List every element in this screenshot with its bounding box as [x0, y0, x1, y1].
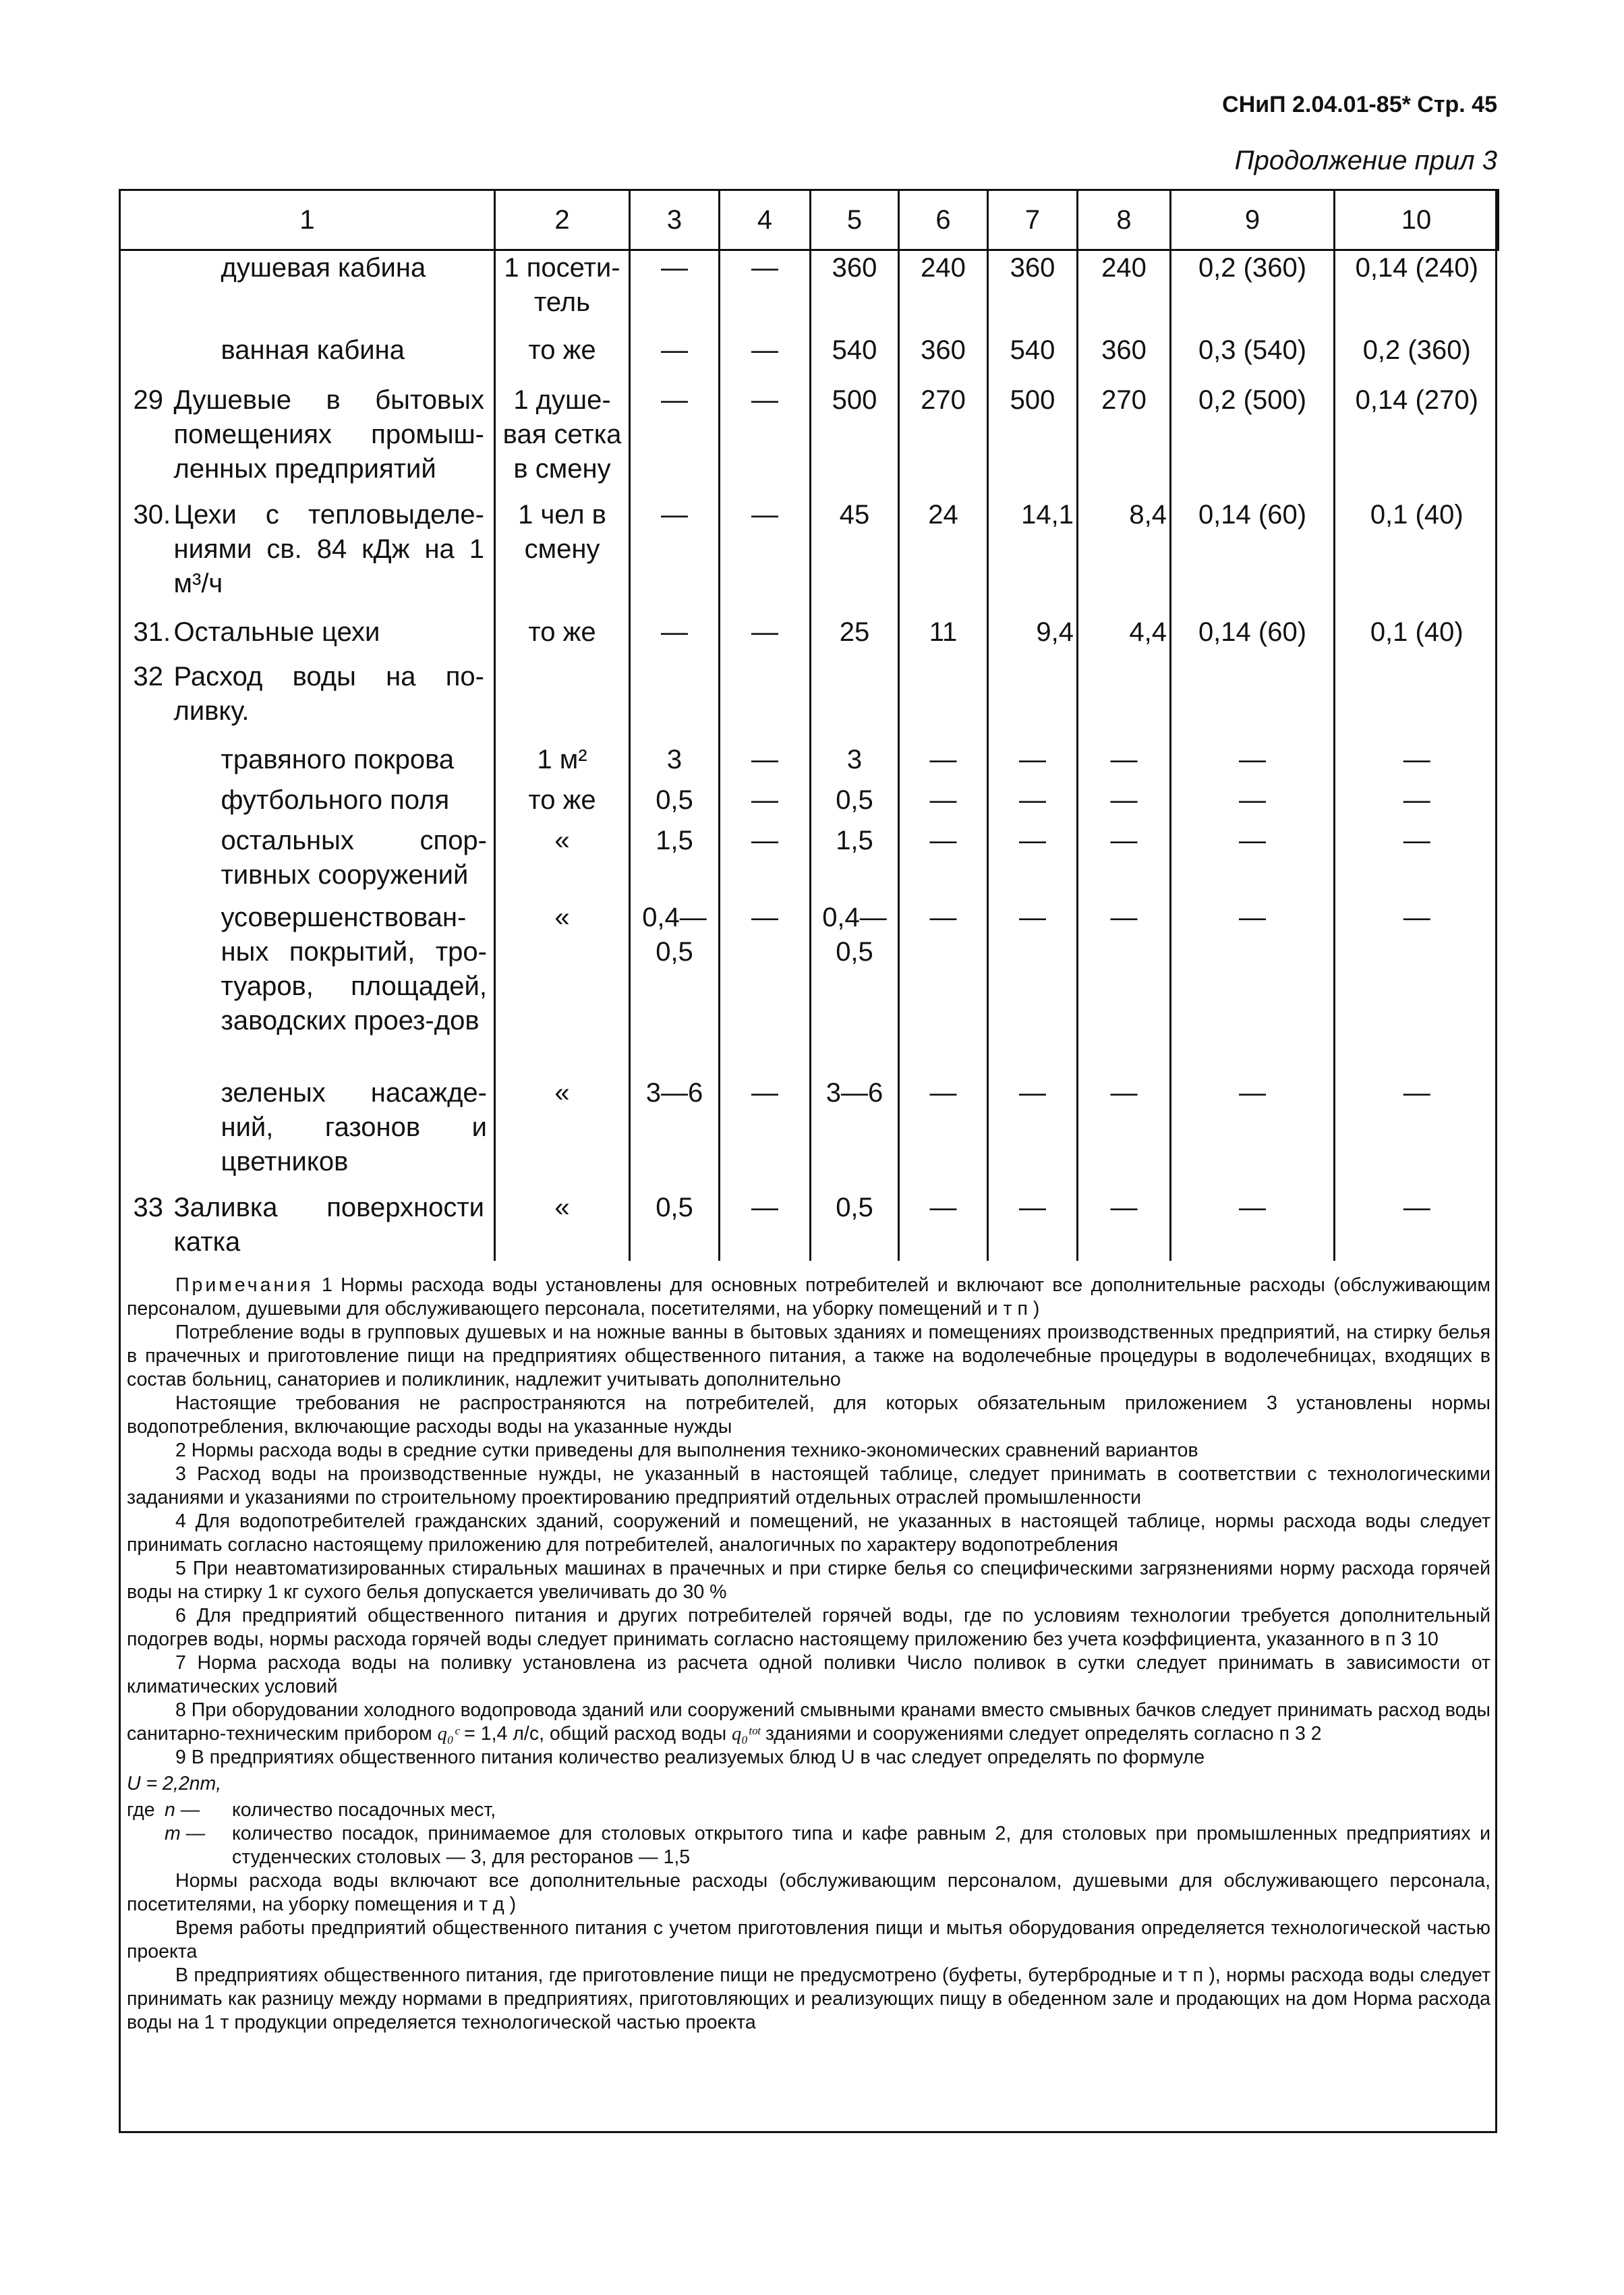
cell: —: [720, 743, 811, 783]
row-unit: «: [495, 1076, 630, 1191]
note-8-text-b: = 1,4 л/с, общий расход воды: [464, 1723, 727, 1745]
note-8: [127, 1699, 1490, 1746]
cell: 240: [899, 250, 988, 333]
cell: 360: [1078, 333, 1171, 383]
cell: 360: [988, 250, 1078, 333]
cell: 240: [1078, 250, 1171, 333]
where-symbol: m —: [165, 1823, 206, 1844]
col-header-8: 8: [1078, 190, 1171, 250]
col-header-1: 1: [120, 190, 495, 250]
row-name: остальных спор-тивных сооружений: [221, 825, 487, 890]
cell: —: [988, 783, 1078, 824]
cell: 500: [988, 383, 1078, 498]
note-scope: Настоящие требования не распространяются на потребителей, для которых обязательным приложением 3 установлены нормы водопотребления, включающие расходы воды на указанные нужды: [127, 1392, 1490, 1438]
cell: 0,5: [630, 1191, 720, 1261]
table-row: [120, 783, 1499, 824]
cell: —: [1078, 824, 1171, 901]
cell: —: [1078, 743, 1171, 783]
col-header-9: 9: [1171, 190, 1335, 250]
note-time: Время работы предприятий общественного питания с учетом приготовления пищи и мытья оборудования определяется технологической частью проекта: [127, 1917, 1490, 1962]
note-norms: Нормы расхода воды включают все дополнительные расходы (обслуживающим персоналом, душевыми для обслуживающего персонала, посетителями, на уборку помещения и т д ): [127, 1870, 1490, 1915]
row-name-cell: [120, 383, 495, 498]
cell: —: [720, 1191, 811, 1261]
row-unit: то же: [495, 783, 630, 824]
cell: —: [1171, 743, 1335, 783]
cell: —: [630, 498, 720, 615]
where-row-m: [127, 1822, 1490, 1869]
row-unit: 1 душе-вая сетка в смену: [495, 383, 630, 498]
cell: [1335, 660, 1499, 743]
note-1-text: 1 Нормы расхода воды установлены для основных потребителей и включают все дополнительные расходы (обслуживающим персоналом, душевыми для обслуживающего персонала, посетителями, на уборку помещений и т п ): [127, 1274, 1491, 1320]
table-row: [120, 743, 1499, 783]
row-unit: то же: [495, 615, 630, 660]
table-row: [120, 615, 1499, 660]
cell: 24: [899, 498, 988, 615]
cell: 0,1 (40): [1335, 615, 1499, 660]
col-header-7: 7: [988, 190, 1078, 250]
cell: —: [1171, 1191, 1335, 1261]
col-header-6: 6: [899, 190, 988, 250]
cell: 0,14 (60): [1171, 615, 1335, 660]
cell: [720, 660, 811, 743]
table-row: [120, 250, 1499, 333]
cell: —: [720, 1076, 811, 1191]
table-row: [120, 1076, 1499, 1191]
note-8-text-c: зданиями и сооружениями следует определять согласно п 3 2: [765, 1723, 1322, 1745]
cell: —: [1335, 901, 1499, 1076]
row-name: Остальные цехи: [173, 617, 380, 647]
cell: 45: [811, 498, 899, 615]
cell: —: [1171, 901, 1335, 1076]
cell: —: [899, 783, 988, 824]
cell: 0,4— 0,5: [811, 901, 899, 1076]
cell: —: [630, 250, 720, 333]
row-unit: 1 посети-тель: [495, 250, 630, 333]
col-header-2: 2: [495, 190, 630, 250]
row-number: 30.: [133, 499, 171, 530]
cell: —: [1078, 1191, 1171, 1261]
note-4: 4 Для водопотребителей гражданских зданий, сооружений и помещений, не указанных в настоящей таблице, нормы расхода воды следует принимать согласно настоящему приложению для потребителей, аналогичных по характеру водопотребления: [127, 1510, 1490, 1556]
table-row: [120, 824, 1499, 901]
cell: —: [630, 383, 720, 498]
cell: 1,5: [811, 824, 899, 901]
where-symbol: n —: [165, 1799, 200, 1821]
water-norms-table: [119, 189, 1499, 1261]
where-spacer: [127, 1822, 165, 1869]
cell: —: [1171, 783, 1335, 824]
cell: 1,5: [630, 824, 720, 901]
row-unit: «: [495, 824, 630, 901]
cell: 270: [899, 383, 988, 498]
row-name: Расход воды на по-ливку.: [173, 661, 484, 726]
cell: [899, 660, 988, 743]
cell: 3—6: [630, 1076, 720, 1191]
cell: 4,4: [1078, 615, 1171, 660]
cell: 0,4— 0,5: [630, 901, 720, 1076]
cell: —: [988, 1191, 1078, 1261]
cell: —: [630, 615, 720, 660]
row-unit: [495, 660, 630, 743]
row-name: Заливка поверхности катка: [173, 1192, 484, 1257]
cell: —: [899, 743, 988, 783]
note-9: 9 В предприятиях общественного питания количество реализуемых блюд U в час следует определять по формуле: [175, 1747, 1205, 1768]
row-name: усовершенствован-ных покрытий, тро-туаров, площадей, заводских проез-дов: [221, 902, 487, 1036]
cell: [988, 660, 1078, 743]
row-unit: «: [495, 901, 630, 1076]
cell: 540: [988, 333, 1078, 383]
cell: 0,5: [811, 1191, 899, 1261]
col-header-4: 4: [720, 190, 811, 250]
note-6: 6 Для предприятий общественного питания и других потребителей горячей воды, где по условиям технологии требуется дополнительный подогрев воды, нормы расхода горячей воды следует принимать согласно настоящему приложению без учета коэффициента, указанного в п 3 10: [127, 1605, 1490, 1650]
cell: —: [1171, 824, 1335, 901]
row-unit: то же: [495, 333, 630, 383]
note-1: [127, 1274, 1490, 1321]
cell: 0,5: [811, 783, 899, 824]
cell: [1078, 660, 1171, 743]
note-3: 3 Расход воды на производственные нужды, не указанный в настоящей таблице, следует принимать в соответствии с технологическими заданиями и указаниями по строительному проектированию предприятий отдельных отраслей промышленности: [127, 1463, 1490, 1508]
cell: 0,14 (240): [1335, 250, 1499, 333]
row-name-cell: [120, 498, 495, 615]
table-row: [120, 333, 1499, 383]
row-name-cell: [120, 660, 495, 743]
cell: —: [1335, 783, 1499, 824]
cell: 9,4: [988, 615, 1078, 660]
row-name: травяного покрова: [221, 744, 455, 774]
cell: 3—6: [811, 1076, 899, 1191]
cell: 0,5: [630, 783, 720, 824]
cell: 3: [630, 743, 720, 783]
row-name-cell: [120, 615, 495, 660]
cell: —: [720, 498, 811, 615]
table-row: [120, 660, 1499, 743]
cell: —: [899, 1076, 988, 1191]
row-number: 32: [133, 661, 163, 691]
cell: —: [988, 824, 1078, 901]
note-buffets: В предприятиях общественного питания, где приготовление пищи не предусмотрено (буфеты, бутербродные и т п ), нормы расхода воды следует принимать как разницу между нормами в предприятиях, приготовляющих и реализующих пищу в обеденном зале и продающих на дом Норма расхода воды на 1 т продукции определяется технологической частью проекта: [127, 1964, 1490, 2033]
cell: —: [720, 783, 811, 824]
page-header: СНиП 2.04.01-85* Стр. 45: [1222, 92, 1497, 117]
cell: —: [720, 333, 811, 383]
cell: —: [899, 901, 988, 1076]
note-consumption: Потребление воды в групповых душевых и на ножные ванны в бытовых зданиях и помещениях производственных предприятий, на стирку белья в прачечных и приготовление пищи на предприятиях общественного питания, а также на водолечебные процедуры в водолечебницах, входящих в состав больниц, санаториев и поликлиник, надлежит учитывать дополнительно: [127, 1322, 1490, 1390]
row-unit: «: [495, 1191, 630, 1261]
cell: 14,1: [988, 498, 1078, 615]
table-row: [120, 901, 1499, 1076]
where-word: где: [127, 1799, 155, 1821]
row-unit: 1 чел в смену: [495, 498, 630, 615]
note-5: 5 При неавтоматизированных стиральных машинах в прачечных и при стирке белья со специфическими загрязнениями норму расхода горячей воды на стирку 1 кг сухого белья допускается увеличивать до 30 %: [127, 1558, 1490, 1603]
cell: 3: [811, 743, 899, 783]
row-number: 31.: [133, 617, 171, 647]
cell: 0,14 (60): [1171, 498, 1335, 615]
cell: 0,1 (40): [1335, 498, 1499, 615]
cell: —: [720, 383, 811, 498]
note-2: 2 Нормы расхода воды в средние сутки приведены для выполнения технико-экономических сравнений вариантов: [175, 1440, 1198, 1461]
cell: [630, 660, 720, 743]
row-name: душевая кабина: [221, 253, 426, 283]
cell: 0,14 (270): [1335, 383, 1499, 498]
cell: —: [1335, 824, 1499, 901]
note-7: 7 Норма расхода воды на поливку установлена из расчета одной поливки Число поливок в сутки следует принимать в зависимости от климатических условий: [127, 1652, 1490, 1697]
row-name: футбольного поля: [221, 785, 450, 815]
where-row-n: [127, 1798, 1490, 1822]
cell: —: [720, 250, 811, 333]
symbol-q0tot: q₀ᵗᵒᵗ: [732, 1724, 760, 1745]
row-name: Цехи с тепловыделе-ниями св. 84 кДж на 1 м³/ч: [173, 499, 484, 598]
cell: —: [1078, 901, 1171, 1076]
cell: 360: [811, 250, 899, 333]
cell: [1171, 660, 1335, 743]
col-header-3: 3: [630, 190, 720, 250]
cell: 25: [811, 615, 899, 660]
cell: 8,4: [1078, 498, 1171, 615]
cell: 540: [811, 333, 899, 383]
row-number: 29: [133, 385, 163, 415]
cell: —: [720, 901, 811, 1076]
table-header-row: [120, 190, 1499, 250]
table-row: [120, 1191, 1499, 1261]
cell: 0,3 (540): [1171, 333, 1335, 383]
cell: —: [1078, 1076, 1171, 1191]
cell: —: [1078, 783, 1171, 824]
cell: 270: [1078, 383, 1171, 498]
where-text: количество посадок, принимаемое для столовых открытого типа и кафе равным 2, для столовых при промышленных предприятиях и студенческих столовых — 3, для ресторанов — 1,5: [232, 1823, 1490, 1868]
cell: —: [1335, 1191, 1499, 1261]
cell: 500: [811, 383, 899, 498]
continuation-label: Продолжение прил 3: [1234, 146, 1497, 175]
cell: —: [988, 1076, 1078, 1191]
cell: —: [1335, 743, 1499, 783]
cell: —: [988, 901, 1078, 1076]
row-name: ванная кабина: [221, 335, 405, 365]
cell: —: [988, 743, 1078, 783]
cell: 0,2 (360): [1171, 250, 1335, 333]
where-text: количество посадочных мест,: [232, 1799, 496, 1821]
col-header-5: 5: [811, 190, 899, 250]
row-name: Душевые в бытовых помещениях промыш-ленных предприятий: [173, 385, 484, 484]
row-name-cell: [120, 1191, 495, 1261]
row-name: зеленых насажде-ний, газонов и цветников: [221, 1077, 487, 1177]
note-8-text-a: 8 При оборудовании холодного водопровода зданий или сооружений смывными кранами вместо смывных бачков следует принимать расход воды санитарно-техническим прибором: [127, 1699, 1490, 1745]
cell: —: [899, 1191, 988, 1261]
table-notes: [127, 1274, 1490, 2035]
row-number: 33: [133, 1192, 163, 1222]
col-header-10: 10: [1335, 190, 1499, 250]
formula: U = 2,2nm,: [127, 1773, 222, 1794]
cell: —: [1335, 1076, 1499, 1191]
cell: 0,2 (500): [1171, 383, 1335, 498]
cell: —: [630, 333, 720, 383]
cell: [811, 660, 899, 743]
cell: —: [720, 824, 811, 901]
cell: 0,2 (360): [1335, 333, 1499, 383]
cell: —: [720, 615, 811, 660]
symbol-q0c: q₀ᶜ: [437, 1724, 459, 1745]
table-row: [120, 498, 1499, 615]
cell: 11: [899, 615, 988, 660]
notes-label: Примечания: [175, 1274, 314, 1296]
cell: 360: [899, 333, 988, 383]
row-unit: 1 м²: [495, 743, 630, 783]
table-row: [120, 383, 1499, 498]
cell: —: [1171, 1076, 1335, 1191]
cell: —: [899, 824, 988, 901]
